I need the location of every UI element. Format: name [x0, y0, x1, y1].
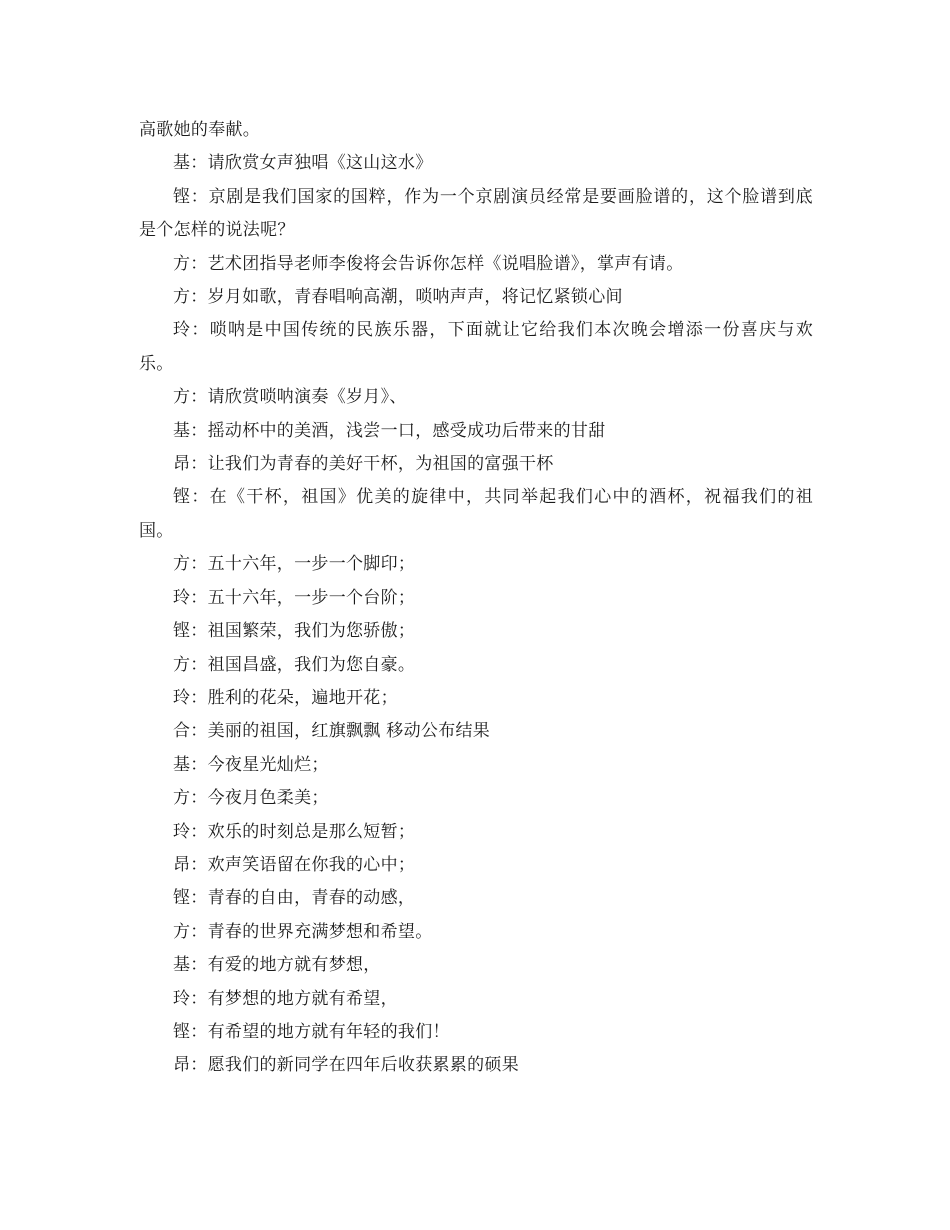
- paragraph: 昂：让我们为青春的美好干杯，为祖国的富强干杯: [173, 454, 554, 475]
- paragraph: 玲：胜利的花朵，遍地开花；: [173, 687, 398, 708]
- paragraph: 方：岁月如歌，青春唱响高潮，唢呐声声，将记忆紧锁心间: [173, 287, 623, 308]
- paragraph: 基：有爱的地方就有梦想，: [173, 955, 381, 976]
- paragraph: 玲：有梦想的地方就有希望，: [173, 988, 398, 1009]
- paragraph: 玲：欢乐的时刻总是那么短暂；: [173, 821, 416, 842]
- paragraph: 玲：五十六年，一步一个台阶；: [173, 587, 416, 608]
- paragraph: 玲：唢呐是中国传统的民族乐器，下面就让它给我们本次晚会增添一份喜庆与欢乐。: [139, 320, 813, 374]
- paragraph: 方：青春的世界充满梦想和希望。: [173, 921, 433, 942]
- paragraph: 铿：祖国繁荣，我们为您骄傲；: [173, 621, 416, 642]
- paragraph-continuation: 高歌她的奉献。: [139, 120, 261, 140]
- paragraph: 铿：有希望的地方就有年轻的我们！: [173, 1021, 450, 1042]
- paragraph: 铿：青春的自由，青春的动感，: [173, 888, 416, 909]
- paragraph: 基：摇动杯中的美酒，浅尝一口，感受成功后带来的甘甜: [173, 420, 606, 441]
- paragraph: 基：请欣赏女声独唱《这山这水》: [173, 153, 433, 174]
- paragraph: 合：美丽的祖国，红旗飘飘 移动公布结果: [173, 721, 491, 742]
- paragraph: 方：祖国昌盛，我们为您自豪。: [173, 654, 416, 675]
- paragraph: 昂：愿我们的新同学在四年后收获累累的硕果: [173, 1055, 519, 1076]
- document-body: [139, 114, 813, 1083]
- paragraph: 铿：京剧是我们国家的国粹，作为一个京剧演员经常是要画脸谱的，这个脸谱到底是个怎样的说法呢？: [139, 186, 813, 241]
- paragraph: 昂：欢声笑语留在你我的心中；: [173, 854, 416, 875]
- paragraph: 方：五十六年，一步一个脚印；: [173, 554, 416, 575]
- paragraph: 方：请欣赏唢呐演奏《岁月》、: [173, 387, 407, 408]
- paragraph: 方：艺术团指导老师李俊将会告诉你怎样《说唱脸谱》，掌声有请。: [173, 253, 684, 274]
- paragraph: 基：今夜星光灿烂；: [173, 754, 329, 775]
- paragraph: 铿：在《干杯，祖国》优美的旋律中，共同举起我们心中的酒杯，祝福我们的祖国。: [139, 487, 813, 541]
- paragraph: 方：今夜月色柔美；: [173, 788, 329, 809]
